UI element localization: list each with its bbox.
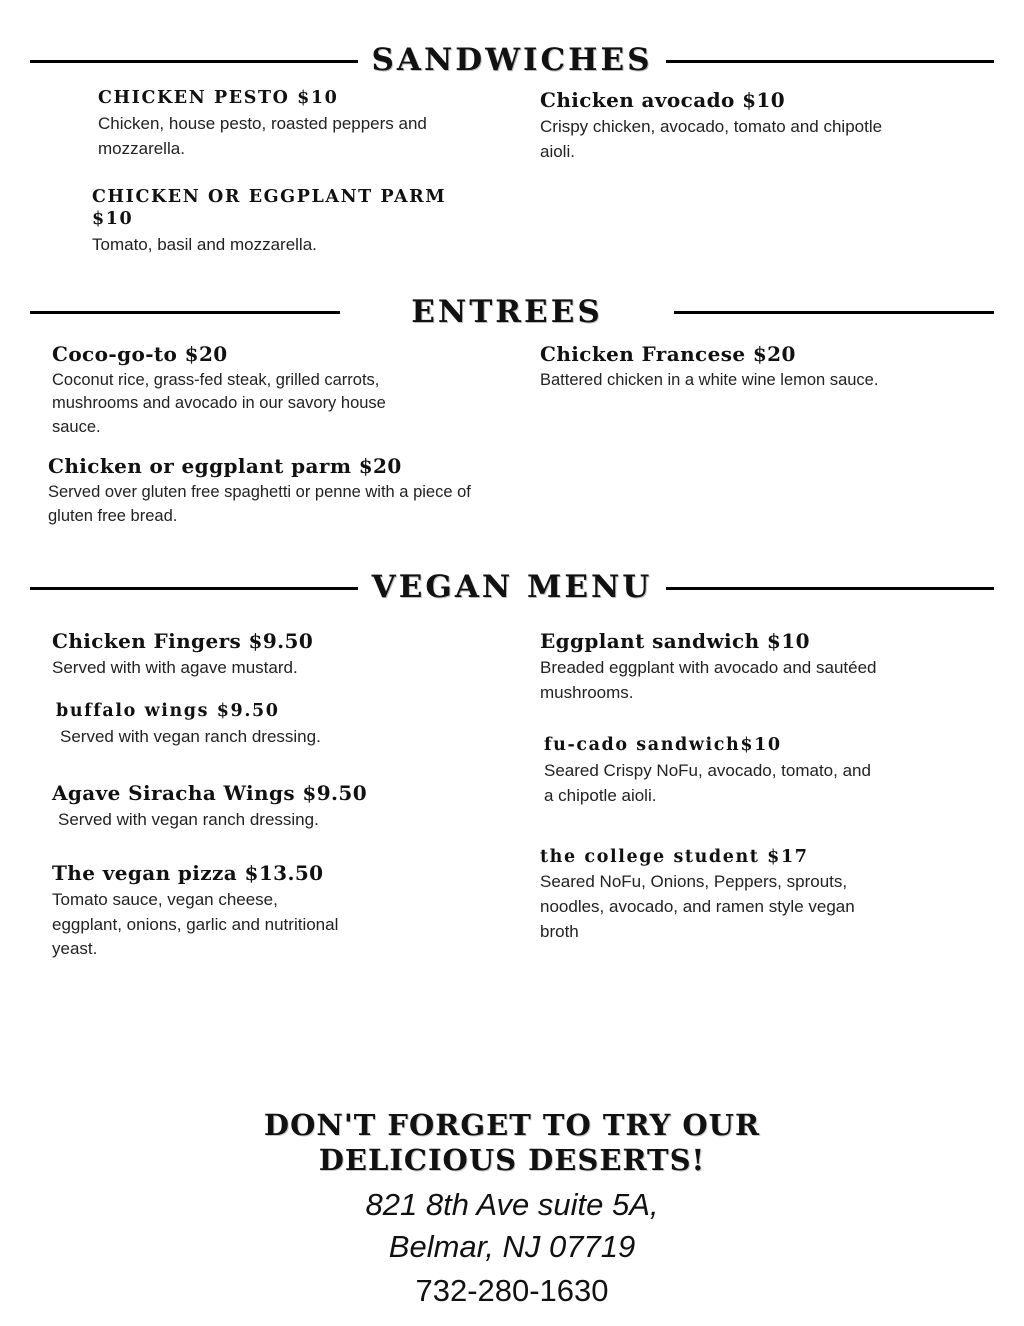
item-description: Served over gluten free spaghetti or penne with a piece of gluten free bread. (48, 483, 471, 526)
item-name: CHICKEN OR EGGPLANT PARM $10 (92, 187, 447, 230)
entrees-left-column (48, 342, 514, 544)
header-rule-left (30, 311, 340, 314)
header-rule-right (674, 311, 994, 314)
item-description: Served with vegan ranch dressing. (60, 726, 321, 746)
item-name: Agave Siracha Wings $9.50 (52, 781, 368, 806)
menu-item (52, 861, 494, 962)
footer-address-line1: 821 8th Ave suite 5A, (365, 1187, 659, 1223)
section-sandwiches (0, 0, 1024, 272)
menu-item (56, 701, 494, 750)
section-vegan-menu (0, 569, 1024, 976)
item-description: Served with vegan ranch dressing. (58, 810, 319, 830)
header-rule-right (666, 587, 994, 590)
menu-item (98, 88, 494, 161)
item-description: Served with with agave mustard. (52, 658, 298, 678)
menu-item (540, 629, 980, 705)
section-entrees (0, 294, 1024, 544)
item-description: Tomato sauce, vegan cheese, eggplant, onions, garlic and nutritional yeast. (52, 889, 339, 959)
item-name: Chicken avocado $10 (540, 88, 786, 112)
item-description: Coconut rice, grass-fed steak, grilled carrots, mushrooms and avocado in our savory house sauce. (52, 370, 386, 437)
section-header-entrees (0, 294, 1024, 330)
entrees-columns (0, 342, 1024, 544)
footer-heading-line2: DELICIOUS DESERTS! (318, 1143, 706, 1178)
menu-item (92, 187, 494, 257)
item-description: Chicken, house pesto, roasted peppers and mozzarella. (98, 113, 427, 158)
item-name: buffalo wings $9.50 (56, 700, 280, 721)
header-rule-left (30, 60, 358, 63)
item-name: CHICKEN PESTO $10 (98, 88, 339, 108)
item-name: Coco-go-to $20 (52, 341, 228, 366)
menu-item (544, 735, 980, 808)
item-description: Battered chicken in a white wine lemon sauce. (540, 370, 879, 389)
sandwiches-left-column (48, 88, 514, 272)
section-title-vegan-menu: VEGAN MENU (371, 569, 653, 606)
item-name: the college student $17 (540, 846, 809, 867)
section-header-vegan-menu (0, 569, 1024, 605)
menu-item (52, 342, 494, 441)
header-rule-right (666, 60, 994, 63)
entrees-right-column (514, 342, 980, 544)
item-name: The vegan pizza $13.50 (52, 860, 324, 885)
item-name: fu-cado sandwich$10 (544, 735, 782, 756)
menu-item (540, 342, 980, 393)
vegan-left-column (48, 629, 514, 976)
item-description: Breaded eggplant with avocado and sautéed mushrooms. (540, 658, 877, 702)
vegan-columns (0, 629, 1024, 976)
sandwiches-columns (0, 88, 1024, 272)
menu-item (52, 781, 494, 833)
footer-phone: 732-280-1630 (415, 1273, 609, 1309)
item-description: Tomato, basil and mozzarella. (92, 234, 317, 254)
menu-item (48, 454, 494, 529)
item-name: Chicken Francese $20 (540, 341, 796, 366)
section-title-entrees: ENTREES (411, 293, 603, 330)
item-description: Seared NoFu, Onions, Peppers, sprouts, noodles, avocado, and ramen style vegan broth (540, 872, 855, 941)
vegan-right-column (514, 629, 980, 976)
menu-item (540, 847, 980, 945)
footer-address-line2: Belmar, NJ 07719 (388, 1229, 636, 1265)
item-description: Crispy chicken, avocado, tomato and chipotle aioli. (540, 117, 883, 161)
header-rule-left (30, 587, 358, 590)
section-title-sandwiches: SANDWICHES (371, 42, 653, 78)
footer-heading-line1: DON'T FORGET TO TRY OUR (263, 1107, 761, 1142)
footer (0, 1108, 1024, 1312)
sandwiches-right-column (514, 88, 980, 272)
item-name: Eggplant sandwich $10 (540, 629, 810, 654)
item-name: Chicken Fingers $9.50 (52, 629, 314, 654)
section-header-sandwiches (0, 42, 1024, 78)
menu-item (52, 629, 494, 681)
item-name: Chicken or eggplant parm $20 (48, 454, 402, 479)
menu-item (540, 88, 980, 164)
item-description: Seared Crispy NoFu, avocado, tomato, and a chipotle aioli. (544, 761, 871, 805)
